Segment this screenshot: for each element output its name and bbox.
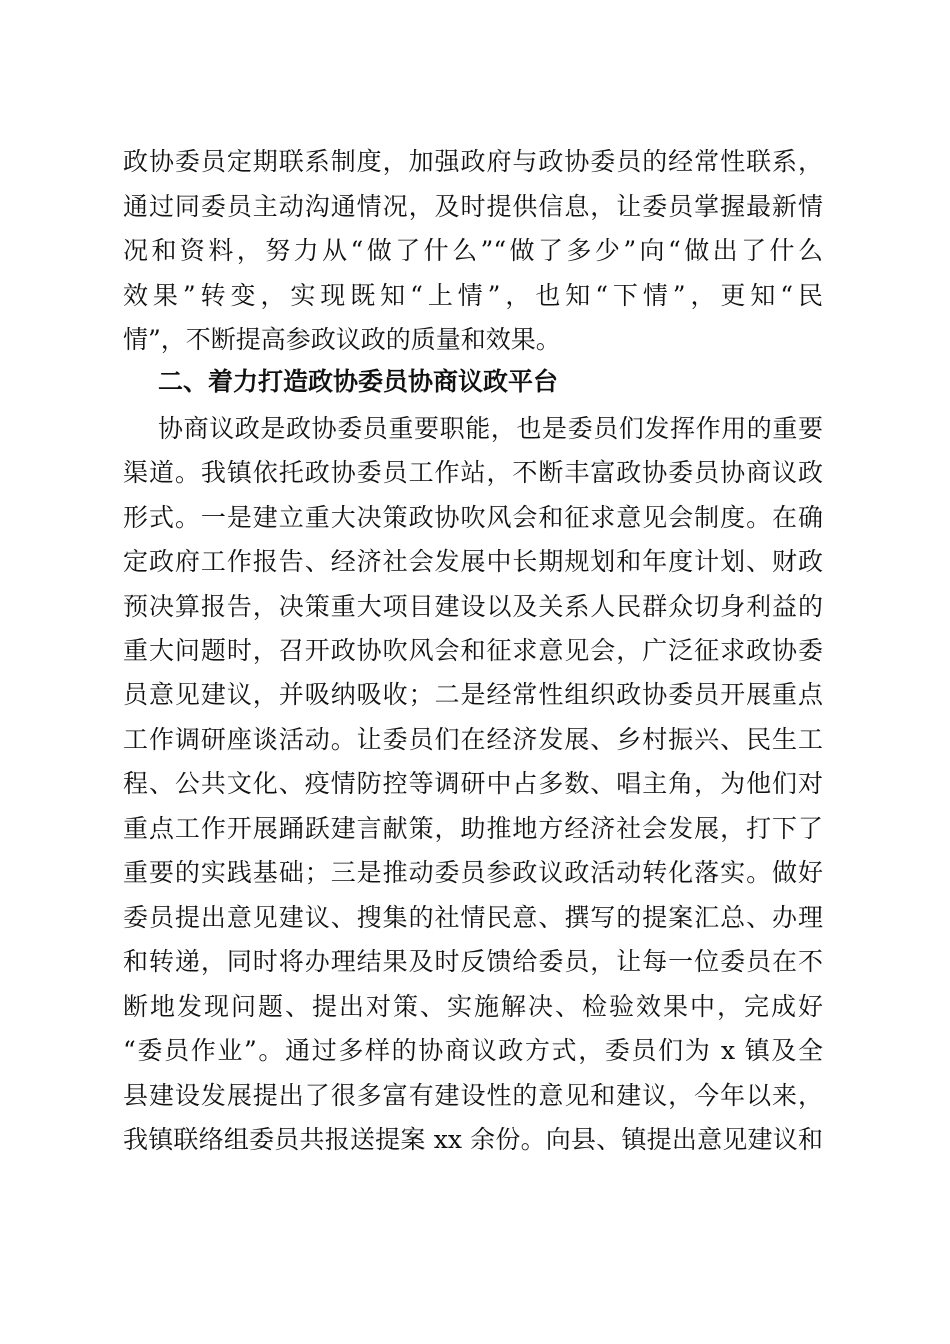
text-line: 情”，不断提高参政议政的质量和效果。 (123, 325, 561, 354)
text-line: 预决算报告，决策重大项目建设以及关系人民群众切身利益的 (123, 592, 823, 621)
text-line: 委员提出意见建议、搜集的社情民意、撰写的提案汇总、办理 (123, 903, 823, 932)
section-heading: 二、着力打造政协委员协商议政平台 (158, 367, 559, 396)
text-line: 形式。一是建立重大决策政协吹风会和征求意见会制度。在确 (123, 503, 823, 532)
text-line: 重大问题时，召开政协吹风会和征求意见会，广泛征求政协委 (123, 636, 823, 665)
text-line: 效果”转变，实现既知“上情”，也知“下情”，更知“民 (123, 281, 823, 310)
text-line: 况和资料，努力从“做了什么”“做了多少”向“做出了什么 (123, 236, 823, 265)
text-line: 重要的实践基础；三是推动委员参政议政活动转化落实。做好 (123, 858, 823, 887)
text-line: 政协委员定期联系制度，加强政府与政协委员的经常性联系， (123, 147, 823, 176)
text-line: 和转递，同时将办理结果及时反馈给委员，让每一位委员在不 (123, 947, 823, 976)
text-line: “委员作业”。通过多样的协商议政方式，委员们为 x 镇及全 (123, 1036, 823, 1065)
text-line: 工作调研座谈活动。让委员们在经济发展、乡村振兴、民生工 (123, 725, 823, 754)
text-line: 程、公共文化、疫情防控等调研中占多数、唱主角，为他们对 (123, 769, 823, 798)
text-line: 断地发现问题、提出对策、实施解决、检验效果中，完成好 (123, 992, 823, 1021)
text-line: 定政府工作报告、经济社会发展中长期规划和年度计划、财政 (123, 547, 823, 576)
text-line: 县建设发展提出了很多富有建设性的意见和建议，今年以来， (123, 1081, 823, 1110)
text-line: 协商议政是政协委员重要职能，也是委员们发挥作用的重要 (158, 414, 823, 443)
text-line: 我镇联络组委员共报送提案 xx 余份。向县、镇提出意见建议和 (123, 1125, 823, 1154)
text-line: 员意见建议，并吸纳吸收；二是经常性组织政协委员开展重点 (123, 680, 823, 709)
text-line: 重点工作开展踊跃建言献策，助推地方经济社会发展，打下了 (123, 814, 823, 843)
text-line: 渠道。我镇依托政协委员工作站，不断丰富政协委员协商议政 (123, 458, 823, 487)
text-line: 通过同委员主动沟通情况，及时提供信息，让委员掌握最新情 (123, 192, 823, 221)
